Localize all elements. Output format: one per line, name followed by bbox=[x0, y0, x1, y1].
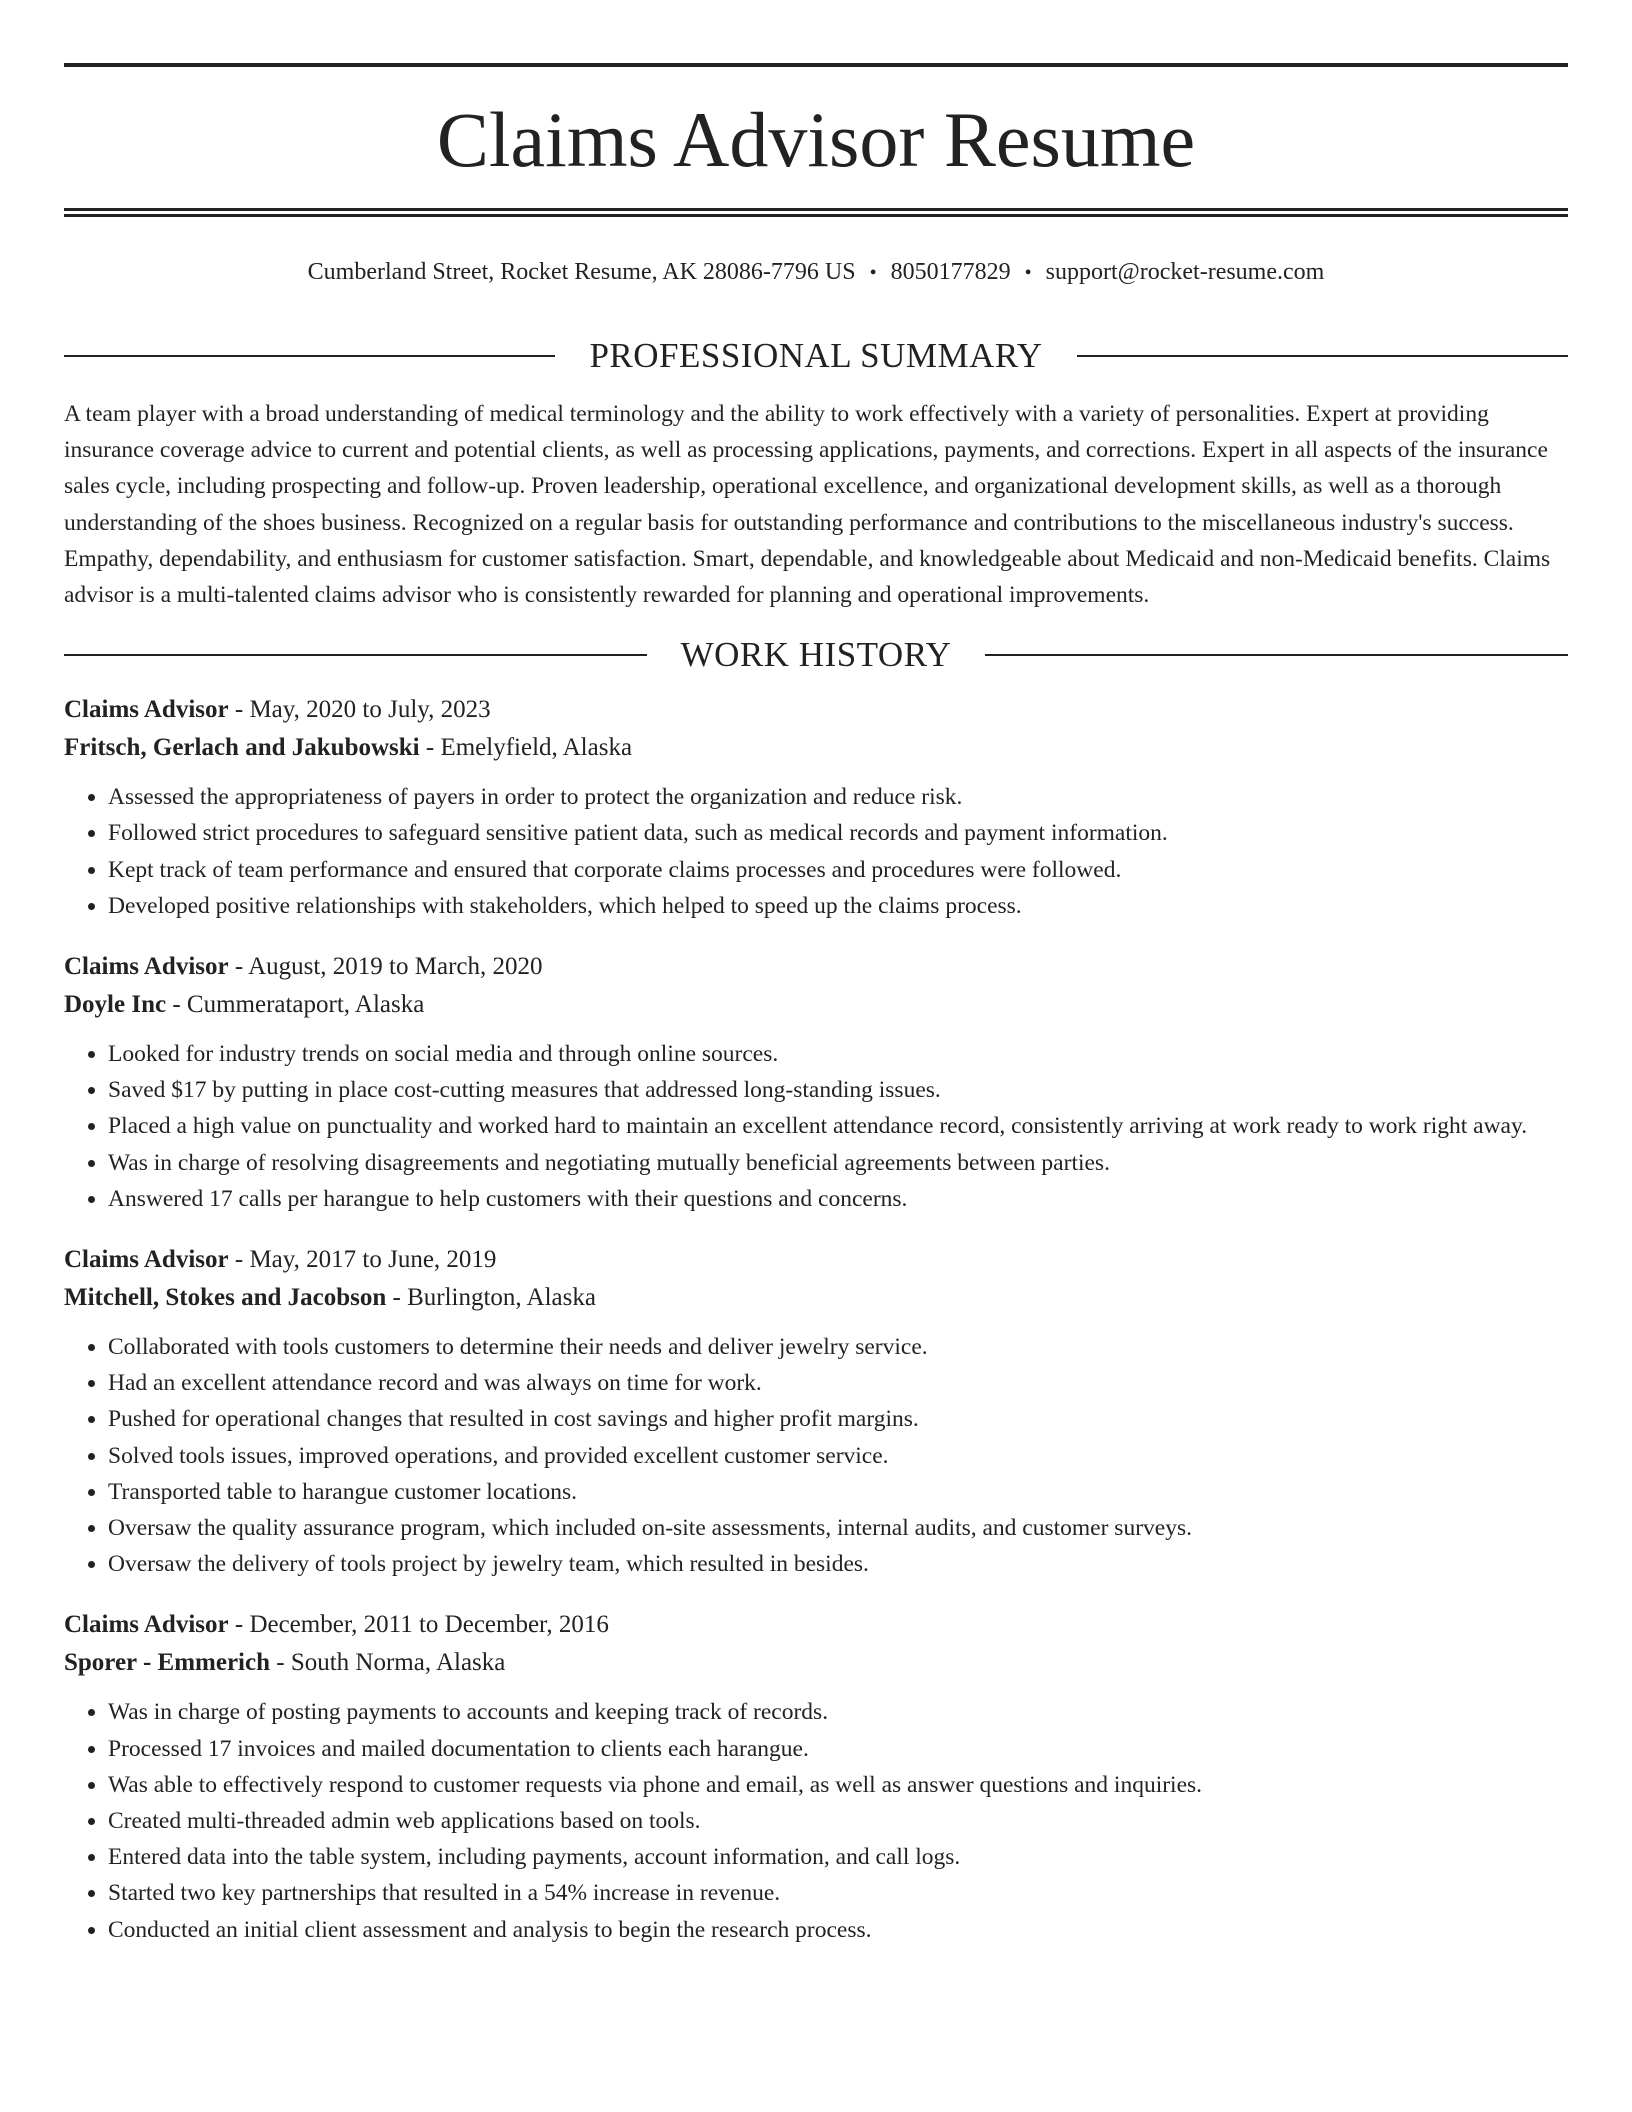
job-bullet-list bbox=[64, 1036, 1568, 1217]
job-title-line bbox=[64, 1241, 1568, 1279]
summary-heading-label: PROFESSIONAL SUMMARY bbox=[589, 336, 1043, 375]
list-item: • Oversaw the delivery of tools project by jewelry team, which resulted in besides. bbox=[108, 1546, 1568, 1582]
job-dates: August, 2019 to March, 2020 bbox=[248, 953, 543, 981]
list-item: • Created multi-threaded admin web applications based on tools. bbox=[108, 1803, 1568, 1839]
job-company-line bbox=[64, 1644, 1568, 1682]
heading-rule-left bbox=[64, 654, 647, 656]
list-item: • Saved $17 by putting in place cost-cutting measures that addressed long-standing issues. bbox=[108, 1072, 1568, 1108]
contact-line bbox=[64, 255, 1568, 290]
job-company: Mitchell, Stokes and Jacobson bbox=[64, 1284, 387, 1312]
list-item: • Looked for industry trends on social media and through online sources. bbox=[108, 1036, 1568, 1072]
list-item: • Answered 17 calls per harangue to help customers with their questions and concerns. bbox=[108, 1181, 1568, 1217]
job-entry bbox=[64, 948, 1568, 1217]
job-company-line bbox=[64, 986, 1568, 1024]
job-company: Doyle Inc bbox=[64, 991, 167, 1019]
job-title: Claims Advisor bbox=[64, 1246, 229, 1274]
list-item: • Assessed the appropriateness of payers in order to protect the organization and reduce risk. bbox=[108, 779, 1568, 815]
job-title-line bbox=[64, 1606, 1568, 1644]
job-dates: May, 2020 to July, 2023 bbox=[249, 696, 491, 724]
job-company: Sporer - Emmerich bbox=[64, 1649, 270, 1677]
contact-separator: • bbox=[869, 262, 877, 284]
list-item: • Was in charge of resolving disagreements and negotiating mutually beneficial agreements between parties. bbox=[108, 1145, 1568, 1181]
job-title: Claims Advisor bbox=[64, 696, 229, 724]
job-bullet-list bbox=[64, 779, 1568, 924]
dash-separator: - bbox=[228, 953, 249, 981]
heading-rule-right bbox=[1077, 355, 1568, 357]
job-bullet-list bbox=[64, 1329, 1568, 1582]
list-item: • Processed 17 invoices and mailed documentation to clients each harangue. bbox=[108, 1731, 1568, 1767]
job-entry bbox=[64, 691, 1568, 924]
summary-section-heading bbox=[64, 330, 1568, 382]
resume-content bbox=[64, 330, 1568, 1948]
list-item: • Placed a high value on punctuality and worked hard to maintain an excellent attendance record, consistently arriving at work ready to work right away. bbox=[108, 1108, 1568, 1144]
dash-separator: - bbox=[269, 1649, 291, 1677]
job-bullet-list bbox=[64, 1694, 1568, 1947]
dash-separator: - bbox=[228, 1611, 250, 1639]
dash-separator: - bbox=[228, 696, 250, 724]
dash-separator: - bbox=[228, 1246, 250, 1274]
job-location: Emelyfield, Alaska bbox=[440, 734, 633, 762]
list-item: • Was able to effectively respond to customer requests via phone and email, as well as answer questions and inquiries. bbox=[108, 1767, 1568, 1803]
list-item: • Oversaw the quality assurance program, which included on-site assessments, internal audits, and customer surveys. bbox=[108, 1510, 1568, 1546]
job-title-line bbox=[64, 948, 1568, 986]
top-rule bbox=[64, 63, 1568, 67]
heading-rule-right bbox=[985, 654, 1568, 656]
work-history-list bbox=[64, 691, 1568, 1948]
list-item: • Conducted an initial client assessment and analysis to begin the research process. bbox=[108, 1912, 1568, 1948]
list-item: • Entered data into the table system, including payments, account information, and call logs. bbox=[108, 1839, 1568, 1875]
list-item: • Developed positive relationships with stakeholders, which helped to speed up the claims process. bbox=[108, 888, 1568, 924]
job-company-line bbox=[64, 729, 1568, 767]
list-item: • Collaborated with tools customers to determine their needs and deliver jewelry service. bbox=[108, 1329, 1568, 1365]
list-item: • Kept track of team performance and ensured that corporate claims processes and procedures were followed. bbox=[108, 852, 1568, 888]
list-item: • Was in charge of posting payments to accounts and keeping track of records. bbox=[108, 1694, 1568, 1730]
page-title: Claims Advisor Resume bbox=[436, 96, 1196, 183]
job-title: Claims Advisor bbox=[64, 1611, 229, 1639]
work-heading-label: WORK HISTORY bbox=[680, 635, 952, 675]
job-location: Burlington, Alaska bbox=[407, 1284, 596, 1312]
list-item: • Had an excellent attendance record and was always on time for work. bbox=[108, 1365, 1568, 1401]
list-item: • Solved tools issues, improved operations, and provided excellent customer service. bbox=[108, 1438, 1568, 1474]
contact-separator: • bbox=[1024, 262, 1032, 284]
job-location: South Norma, Alaska bbox=[290, 1649, 506, 1677]
job-dates: December, 2011 to December, 2016 bbox=[249, 1611, 609, 1639]
work-section-heading bbox=[64, 629, 1568, 681]
list-item: • Followed strict procedures to safeguard sensitive patient data, such as medical records and payment information. bbox=[108, 815, 1568, 851]
list-item: • Transported table to harangue customer locations. bbox=[108, 1474, 1568, 1510]
job-company-line bbox=[64, 1279, 1568, 1317]
job-dates: May, 2017 to June, 2019 bbox=[249, 1246, 497, 1274]
job-company: Fritsch, Gerlach and Jakubowski bbox=[64, 734, 420, 762]
job-title-line bbox=[64, 691, 1568, 729]
contact-phone: 8050177829 bbox=[890, 259, 1011, 285]
title-double-rule bbox=[64, 208, 1568, 217]
heading-rule-left bbox=[64, 355, 555, 357]
dash-separator: - bbox=[419, 734, 441, 762]
list-item: • Pushed for operational changes that resulted in cost savings and higher profit margins. bbox=[108, 1401, 1568, 1437]
job-entry bbox=[64, 1606, 1568, 1947]
job-location: Cummerataport, Alaska bbox=[186, 991, 425, 1019]
summary-text: A team player with a broad understanding of medical terminology and the ability to work effectively with a variety of personalities. Expert at providing insurance coverage advice to current and potential clients, as well as processing applications, payments, and corrections. Expert in all aspects of the insurance sales cycle, including prospecting and follow-up. Proven leadership, operational excellence, and organizational development skills, as well as a thorough understanding of the shoes business. Recognized on a regular basis for outstanding performance and contributions to the miscellaneous industry's success. Empathy, dependability, and enthusiasm for customer satisfaction. Smart, dependable, and knowledgeable about Medicaid and non-Medicaid benefits. Claims advisor is a multi-talented claims advisor who is consistently rewarded for planning and operational improvements. bbox=[64, 401, 1551, 609]
dash-separator: - bbox=[166, 991, 187, 1019]
job-title: Claims Advisor bbox=[64, 953, 229, 981]
job-entry bbox=[64, 1241, 1568, 1582]
list-item: • Started two key partnerships that resulted in a 54% increase in revenue. bbox=[108, 1875, 1568, 1911]
dash-separator: - bbox=[386, 1284, 408, 1312]
contact-address: Cumberland Street, Rocket Resume, AK 28086-7796 US bbox=[307, 259, 856, 285]
contact-email: support@rocket-resume.com bbox=[1045, 259, 1325, 285]
